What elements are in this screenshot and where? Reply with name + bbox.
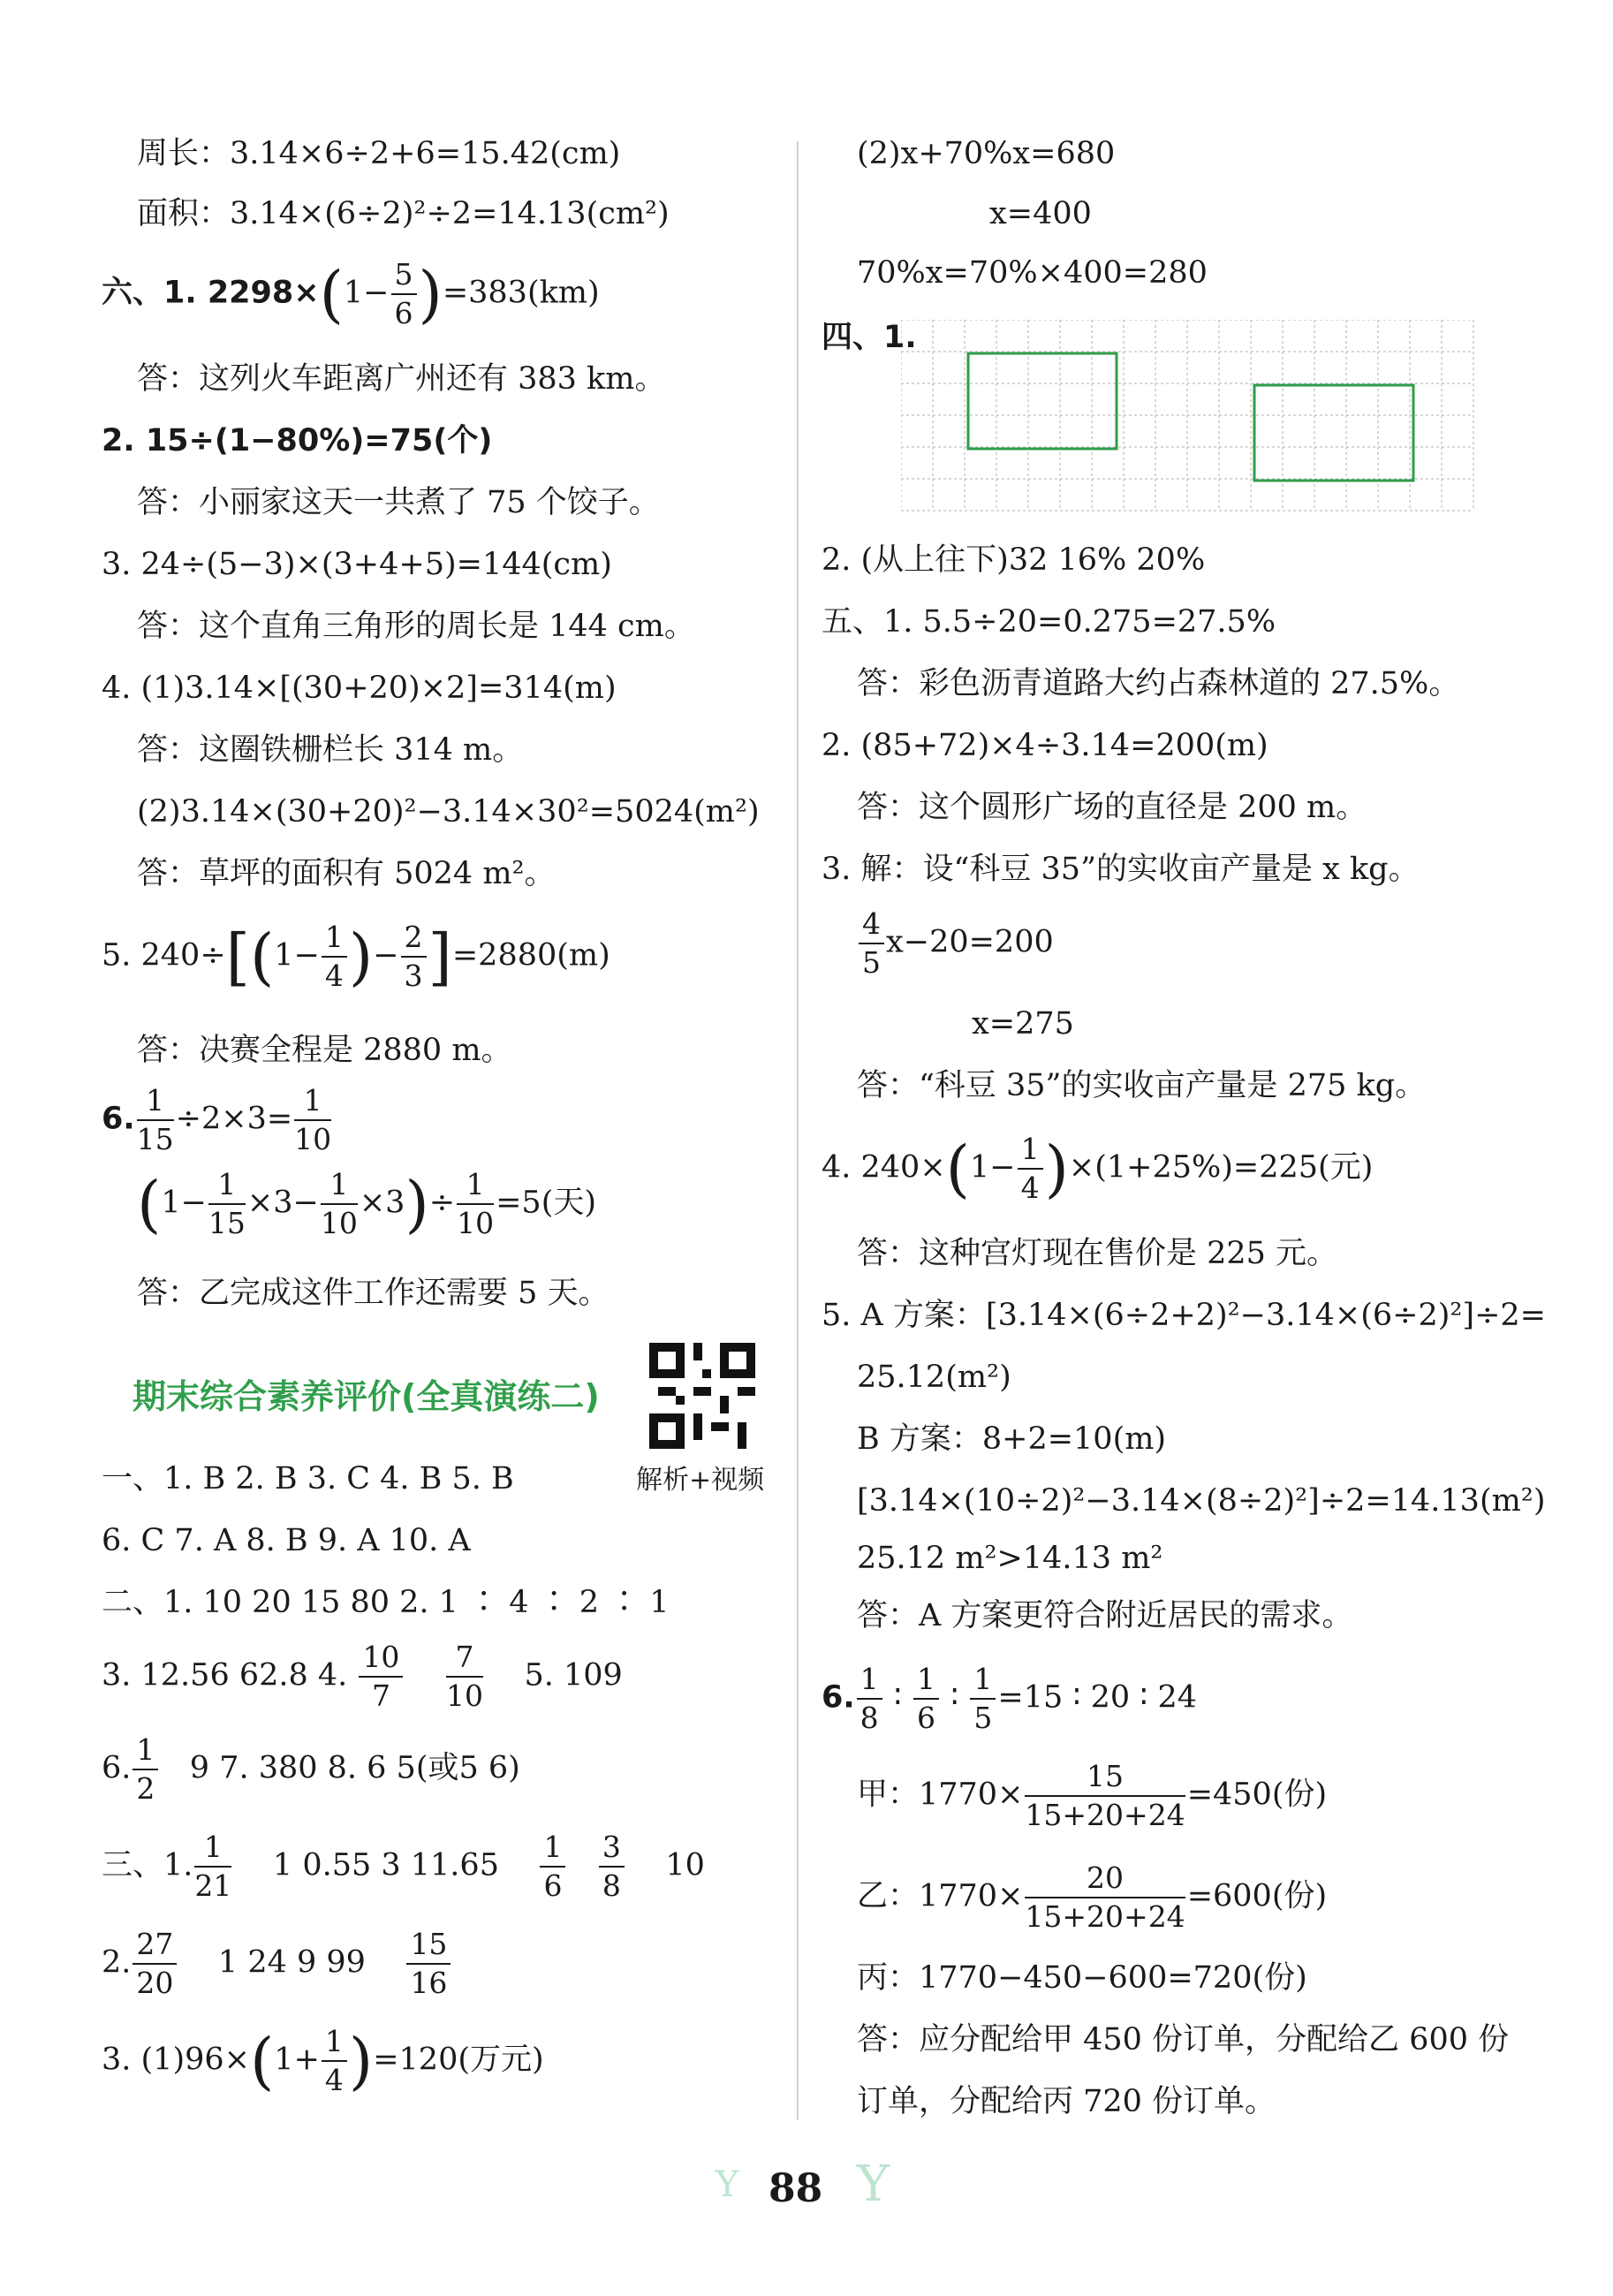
problem-4-2: 2. (从上往下)32 16% 20% xyxy=(822,542,1206,578)
column-divider xyxy=(797,141,799,2120)
answers-row-4: 3. 12.56 62.8 4. $\frac{10}{7}$ $\frac{7}{10}$ 5. 109 xyxy=(102,1640,623,1713)
qr-code-icon[interactable] xyxy=(649,1343,755,1449)
answer-5-3: 答：“科豆 35”的实收亩产量是 275 kg。 xyxy=(857,1068,1427,1103)
problem-6-1: 六、1. 2298×(1− $\frac{5}{6}$ )=383(km) xyxy=(102,257,600,330)
answer-6-5: 答：决赛全程是 2880 m。 xyxy=(137,1033,512,1068)
answer-6-2: 答：小丽家这天一共煮了 75 个饺子。 xyxy=(137,485,660,520)
grid-figure xyxy=(901,320,1475,512)
answers-row-1: 一、1. B 2. B 3. C 4. B 5. B xyxy=(102,1461,514,1497)
problem-6-3: 3. 24÷(5−3)×(3+4+5)=144(cm) xyxy=(102,547,612,582)
qr-caption: 解析+视频 xyxy=(636,1465,765,1496)
line-area: 面积：3.14×(6÷2)²÷2=14.13(cm²) xyxy=(137,196,670,231)
problem-5-2: 2. (85+72)×4÷3.14=200(m) xyxy=(822,728,1268,763)
calc-jia: 甲：1770× $\frac{15}{15+20+24}$ =450(份) xyxy=(857,1759,1328,1832)
problem-5-5e: 25.12 m²>14.13 m² xyxy=(857,1541,1163,1576)
answer-5-6a: 答：应分配给甲 450 份订单，分配给乙 600 份 xyxy=(857,2022,1510,2057)
answer-6-1: 答：这列火车距离广州还有 383 km。 xyxy=(137,361,666,397)
line-perimeter: 周长：3.14×6÷2+6=15.42(cm) xyxy=(137,136,621,171)
problem-6-6b: (1− $\frac{1}{15}$ ×3− $\frac{1}{10}$ ×3)÷ $\frac{1}{10}$ =5(天) xyxy=(137,1167,597,1240)
eq-5-3b: x=275 xyxy=(972,1006,1074,1042)
problem-6-4: 4. (1)3.14×[(30+20)×2]=314(m) xyxy=(102,671,617,706)
problem-5-3: 3. 解：设“科豆 35”的实收亩产量是 x kg。 xyxy=(822,852,1420,887)
problem-5-4: 4. 240×(1− $\frac{1}{4}$ )×(1+25%)=225(元) xyxy=(822,1132,1374,1205)
eq-2-line2: x=400 xyxy=(989,196,1092,231)
answer-5-4: 答：这种宫灯现在售价是 225 元。 xyxy=(857,1236,1338,1271)
problem-5-5b: 25.12(m²) xyxy=(857,1360,1011,1395)
answers-row-2: 6. C 7. A 8. B 9. A 10. A xyxy=(102,1523,471,1558)
problem-5-1: 五、1. 5.5÷20=0.275=27.5% xyxy=(822,604,1276,640)
eq-5-3a: $\frac{4}{5}$ x−20=200 xyxy=(857,906,1054,981)
problem-4-1-label: 四、1. xyxy=(822,320,917,355)
eq-2-line3: 70%x=70%×400=280 xyxy=(857,255,1208,291)
answer-5-5: 答：A 方案更符合附近居民的需求。 xyxy=(857,1598,1353,1633)
answer-6-3: 答：这个直角三角形的周长是 144 cm。 xyxy=(137,609,695,644)
answer-6-4b: 答：草坪的面积有 5024 m²。 xyxy=(137,856,556,891)
answer-5-2: 答：这个圆形广场的直径是 200 m。 xyxy=(857,790,1367,825)
answer-5-1: 答：彩色沥青道路大约占森林道的 27.5%。 xyxy=(857,666,1460,701)
problem-5-5d: [3.14×(10÷2)²−3.14×(8÷2)²]÷2=14.13(m²) xyxy=(857,1483,1546,1519)
problem-6-6a: 6. $\frac{1}{15}$ ÷2×3= $\frac{1}{10}$ xyxy=(102,1083,332,1156)
answers-row-5: 6. $\frac{1}{2}$ 9 7. 380 8. 6 5(或5 6) xyxy=(102,1732,520,1806)
answers-row-6: 三、1. $\frac{1}{21}$ 1 0.55 3 11.65 $\frac{1}{6}$ $\frac{3}{8}$ 10 xyxy=(102,1830,705,1903)
problem-6-2: 2. 15÷(1−80%)=75(个) xyxy=(102,423,493,458)
leaf-left-icon: Y xyxy=(716,2164,739,2205)
answer-5-6b: 订单，分配给丙 720 份订单。 xyxy=(857,2084,1276,2119)
problem-5-5a: 5. A 方案：[3.14×(6÷2+2)²−3.14×(6÷2)²]÷2= xyxy=(822,1298,1546,1333)
problem-5-5c: B 方案：8+2=10(m) xyxy=(857,1421,1167,1457)
answer-6-4a: 答：这圈铁栅栏长 314 m。 xyxy=(137,732,524,768)
answers-row-3: 二、1. 10 20 15 80 2. 1 ∶ 4 ∶ 2 ∶ 1 xyxy=(102,1585,670,1620)
problem-6-4b: (2)3.14×(30+20)²−3.14×30²=5024(m²) xyxy=(137,794,760,830)
problem-6-5: 5. 240÷[(1− $\frac{1}{4}$ )− $\frac{2}{3}$ ]=2880(m) xyxy=(102,920,610,993)
answers-row-8: 3. (1)96×(1+ $\frac{1}{4}$ )=120(万元) xyxy=(102,2024,544,2097)
calc-yi: 乙：1770× $\frac{20}{15+20+24}$ =600(份) xyxy=(857,1860,1328,1934)
page-number: 88 xyxy=(769,2166,823,2211)
answer-6-6: 答：乙完成这件工作还需要 5 天。 xyxy=(137,1276,610,1311)
eq-2-line1: (2)x+70%x=680 xyxy=(857,136,1116,171)
leaf-right-icon: Y xyxy=(857,2156,890,2213)
answers-row-7: 2. $\frac{27}{20}$ 1 24 9 99 $\frac{15}{16}$ xyxy=(102,1926,452,2002)
problem-5-6: 6. $\frac{1}{8}$ ∶ $\frac{1}{6}$ ∶ $\frac{1}{5}$ =15 ∶ 20 ∶ 24 xyxy=(822,1662,1198,1735)
section-title: 期末综合素养评价(全真演练二) xyxy=(133,1377,600,1416)
calc-bing: 丙：1770−450−600=720(份) xyxy=(857,1960,1307,1996)
